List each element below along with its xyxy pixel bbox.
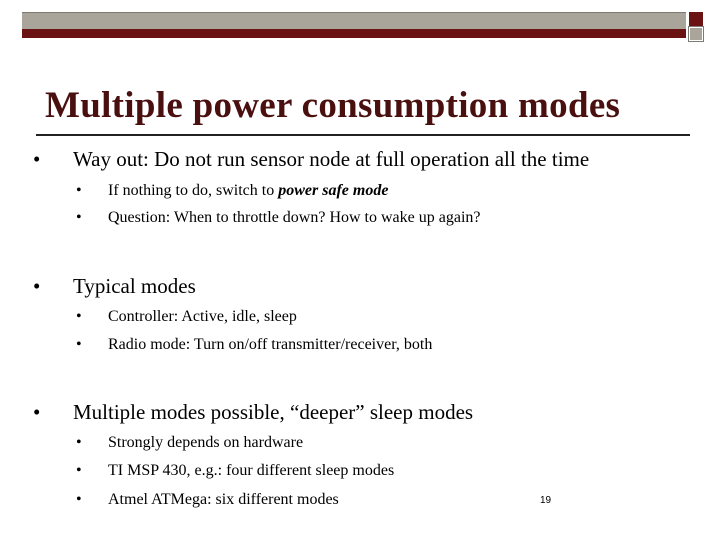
header-bar-red: [22, 29, 686, 38]
header-bar-gray: [22, 12, 686, 29]
sub-bullet-dot: •: [76, 182, 82, 199]
bullet-text: Multiple modes possible, “deeper” sleep modes: [73, 400, 474, 424]
sub-bullet-text: Radio mode: Turn on/off transmitter/receiver, both: [108, 336, 433, 353]
slide-title: Multiple power consumption modes: [45, 85, 621, 126]
sub-bullet-text: Atmel ATMega: six different modes: [108, 491, 339, 508]
sub-bullet-dot: •: [76, 491, 82, 508]
sub-bullet-text: Strongly depends on hardware: [108, 434, 304, 451]
sub-bullet-dot: •: [76, 209, 82, 226]
sub-bullet-prefix: If nothing to do, switch to: [108, 182, 279, 199]
sub-bullet-dot: •: [76, 336, 82, 353]
corner-square-gray: [689, 27, 703, 41]
sub-bullet-emphasis: power safe mode: [278, 182, 389, 199]
bullet-text: Typical modes: [73, 274, 196, 298]
bullet-dot: •: [33, 274, 41, 298]
sub-bullet-dot: •: [76, 434, 82, 451]
title-divider: [36, 134, 690, 136]
sub-bullet-text: Controller: Active, idle, sleep: [108, 308, 297, 325]
corner-square-red: [689, 12, 703, 26]
sub-bullet-dot: •: [76, 308, 82, 325]
sub-bullet-text: [108, 182, 388, 200]
bullet-dot: •: [33, 147, 41, 171]
sub-bullet-text: Question: When to throttle down? How to wake up again?: [108, 209, 481, 226]
bullet-dot: •: [33, 400, 41, 424]
sub-bullet-dot: •: [76, 462, 82, 479]
bullet-text: Way out: Do not run sensor node at full operation all the time: [73, 147, 590, 171]
page-number: 19: [540, 495, 552, 506]
sub-bullet-text: TI MSP 430, e.g.: four different sleep modes: [108, 462, 395, 479]
